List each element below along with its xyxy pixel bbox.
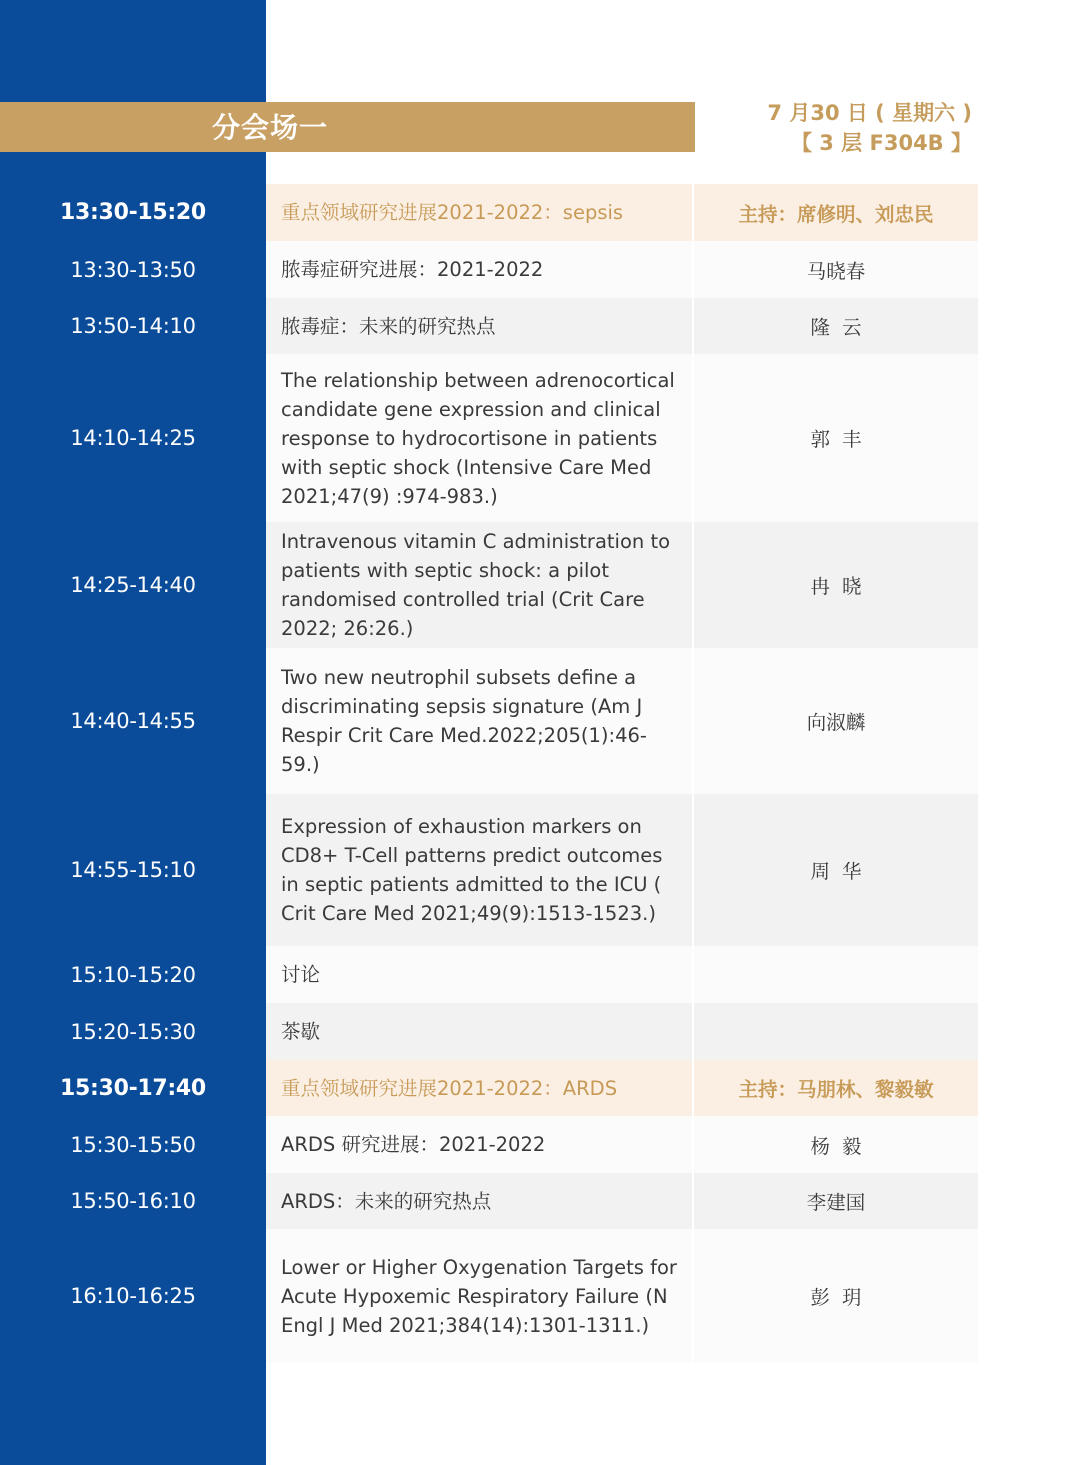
table-row — [0, 1003, 978, 1060]
row-topic: 脓毒症：未来的研究热点 — [266, 298, 692, 354]
table-row — [0, 241, 978, 298]
row-speaker: 杨毅 — [694, 1116, 978, 1173]
row-topic: Lower or Higher Oxygenation Targets for Acute Hypoxemic Respiratory Failure (N Engl J Med 2021;384(14):1301-1311.) — [266, 1229, 692, 1363]
row-time: 14:25-14:40 — [70, 573, 196, 597]
section-row-sepsis — [0, 184, 978, 241]
row-speaker: 彭玥 — [694, 1229, 978, 1363]
row-time: 13:30-15:20 — [60, 200, 206, 225]
row-time: 14:55-15:10 — [70, 858, 196, 882]
row-time: 15:50-16:10 — [70, 1189, 196, 1213]
row-speaker: 主持：马朋林、黎毅敏 — [694, 1060, 978, 1116]
row-speaker: 郭丰 — [694, 354, 978, 522]
row-speaker — [694, 946, 978, 1003]
row-speaker: 冉晓 — [694, 522, 978, 648]
row-speaker: 李建国 — [694, 1173, 978, 1229]
row-speaker: 主持：席修明、刘忠民 — [694, 184, 978, 241]
table-row — [0, 794, 978, 946]
row-topic: ARDS 研究进展：2021-2022 — [266, 1116, 692, 1173]
row-topic: Two new neutrophil subsets define a discriminating sepsis signature (Am J Respir Crit Care Med.2022;205(1):46-59.) — [266, 648, 692, 794]
row-topic: 脓毒症研究进展：2021-2022 — [266, 241, 692, 298]
session-title: 分会场一 — [212, 111, 329, 144]
row-topic: ARDS：未来的研究热点 — [266, 1173, 692, 1229]
row-time: 16:10-16:25 — [70, 1284, 196, 1308]
row-topic: The relationship between adrenocortical candidate gene expression and clinical response to hydrocortisone in patients with septic shock (Intensive Care Med 2021;47(9) :974-983.) — [266, 354, 692, 522]
table-row — [0, 1229, 978, 1363]
row-time: 15:20-15:30 — [70, 1019, 196, 1044]
table-row — [0, 1173, 978, 1229]
row-time: 13:50-14:10 — [70, 314, 196, 338]
row-topic: 重点领域研究进展2021-2022：sepsis — [266, 184, 692, 241]
table-row — [0, 946, 978, 1003]
table-row — [0, 522, 978, 648]
section-row-ards — [0, 1060, 978, 1116]
row-speaker: 向淑麟 — [694, 648, 978, 794]
row-topic: 讨论 — [266, 946, 692, 1003]
session-title-bar — [0, 102, 695, 152]
row-topic: Expression of exhaustion markers on CD8+ T-Cell patterns predict outcomes in septic patients admitted to the ICU ( Crit Care Med 2021;49(9):1513-1523.) — [266, 794, 692, 946]
row-topic: 茶歇 — [266, 1003, 692, 1060]
table-row — [0, 648, 978, 794]
row-speaker: 周华 — [694, 794, 978, 946]
row-time: 15:30-15:50 — [70, 1132, 196, 1157]
schedule-table — [0, 184, 978, 1363]
session-date: 7 月30 日 ( 星期六 ) — [767, 101, 972, 125]
row-time: 13:30-13:50 — [70, 257, 196, 282]
table-row — [0, 298, 978, 354]
row-topic: Intravenous vitamin C administration to patients with septic shock: a pilot randomised controlled trial (Crit Care 2022; 26:26.) — [266, 522, 692, 648]
row-speaker: 马晓春 — [694, 241, 978, 298]
row-speaker — [694, 1003, 978, 1060]
row-time: 14:40-14:55 — [70, 709, 196, 733]
session-location: 【 3 层 F304B 】 — [790, 131, 972, 155]
row-speaker: 隆云 — [694, 298, 978, 354]
row-time: 14:10-14:25 — [70, 426, 196, 450]
row-time: 15:30-17:40 — [60, 1075, 206, 1101]
row-time: 15:10-15:20 — [70, 962, 196, 987]
table-row — [0, 354, 978, 522]
table-row — [0, 1116, 978, 1173]
row-topic: 重点领域研究进展2021-2022：ARDS — [266, 1060, 692, 1116]
